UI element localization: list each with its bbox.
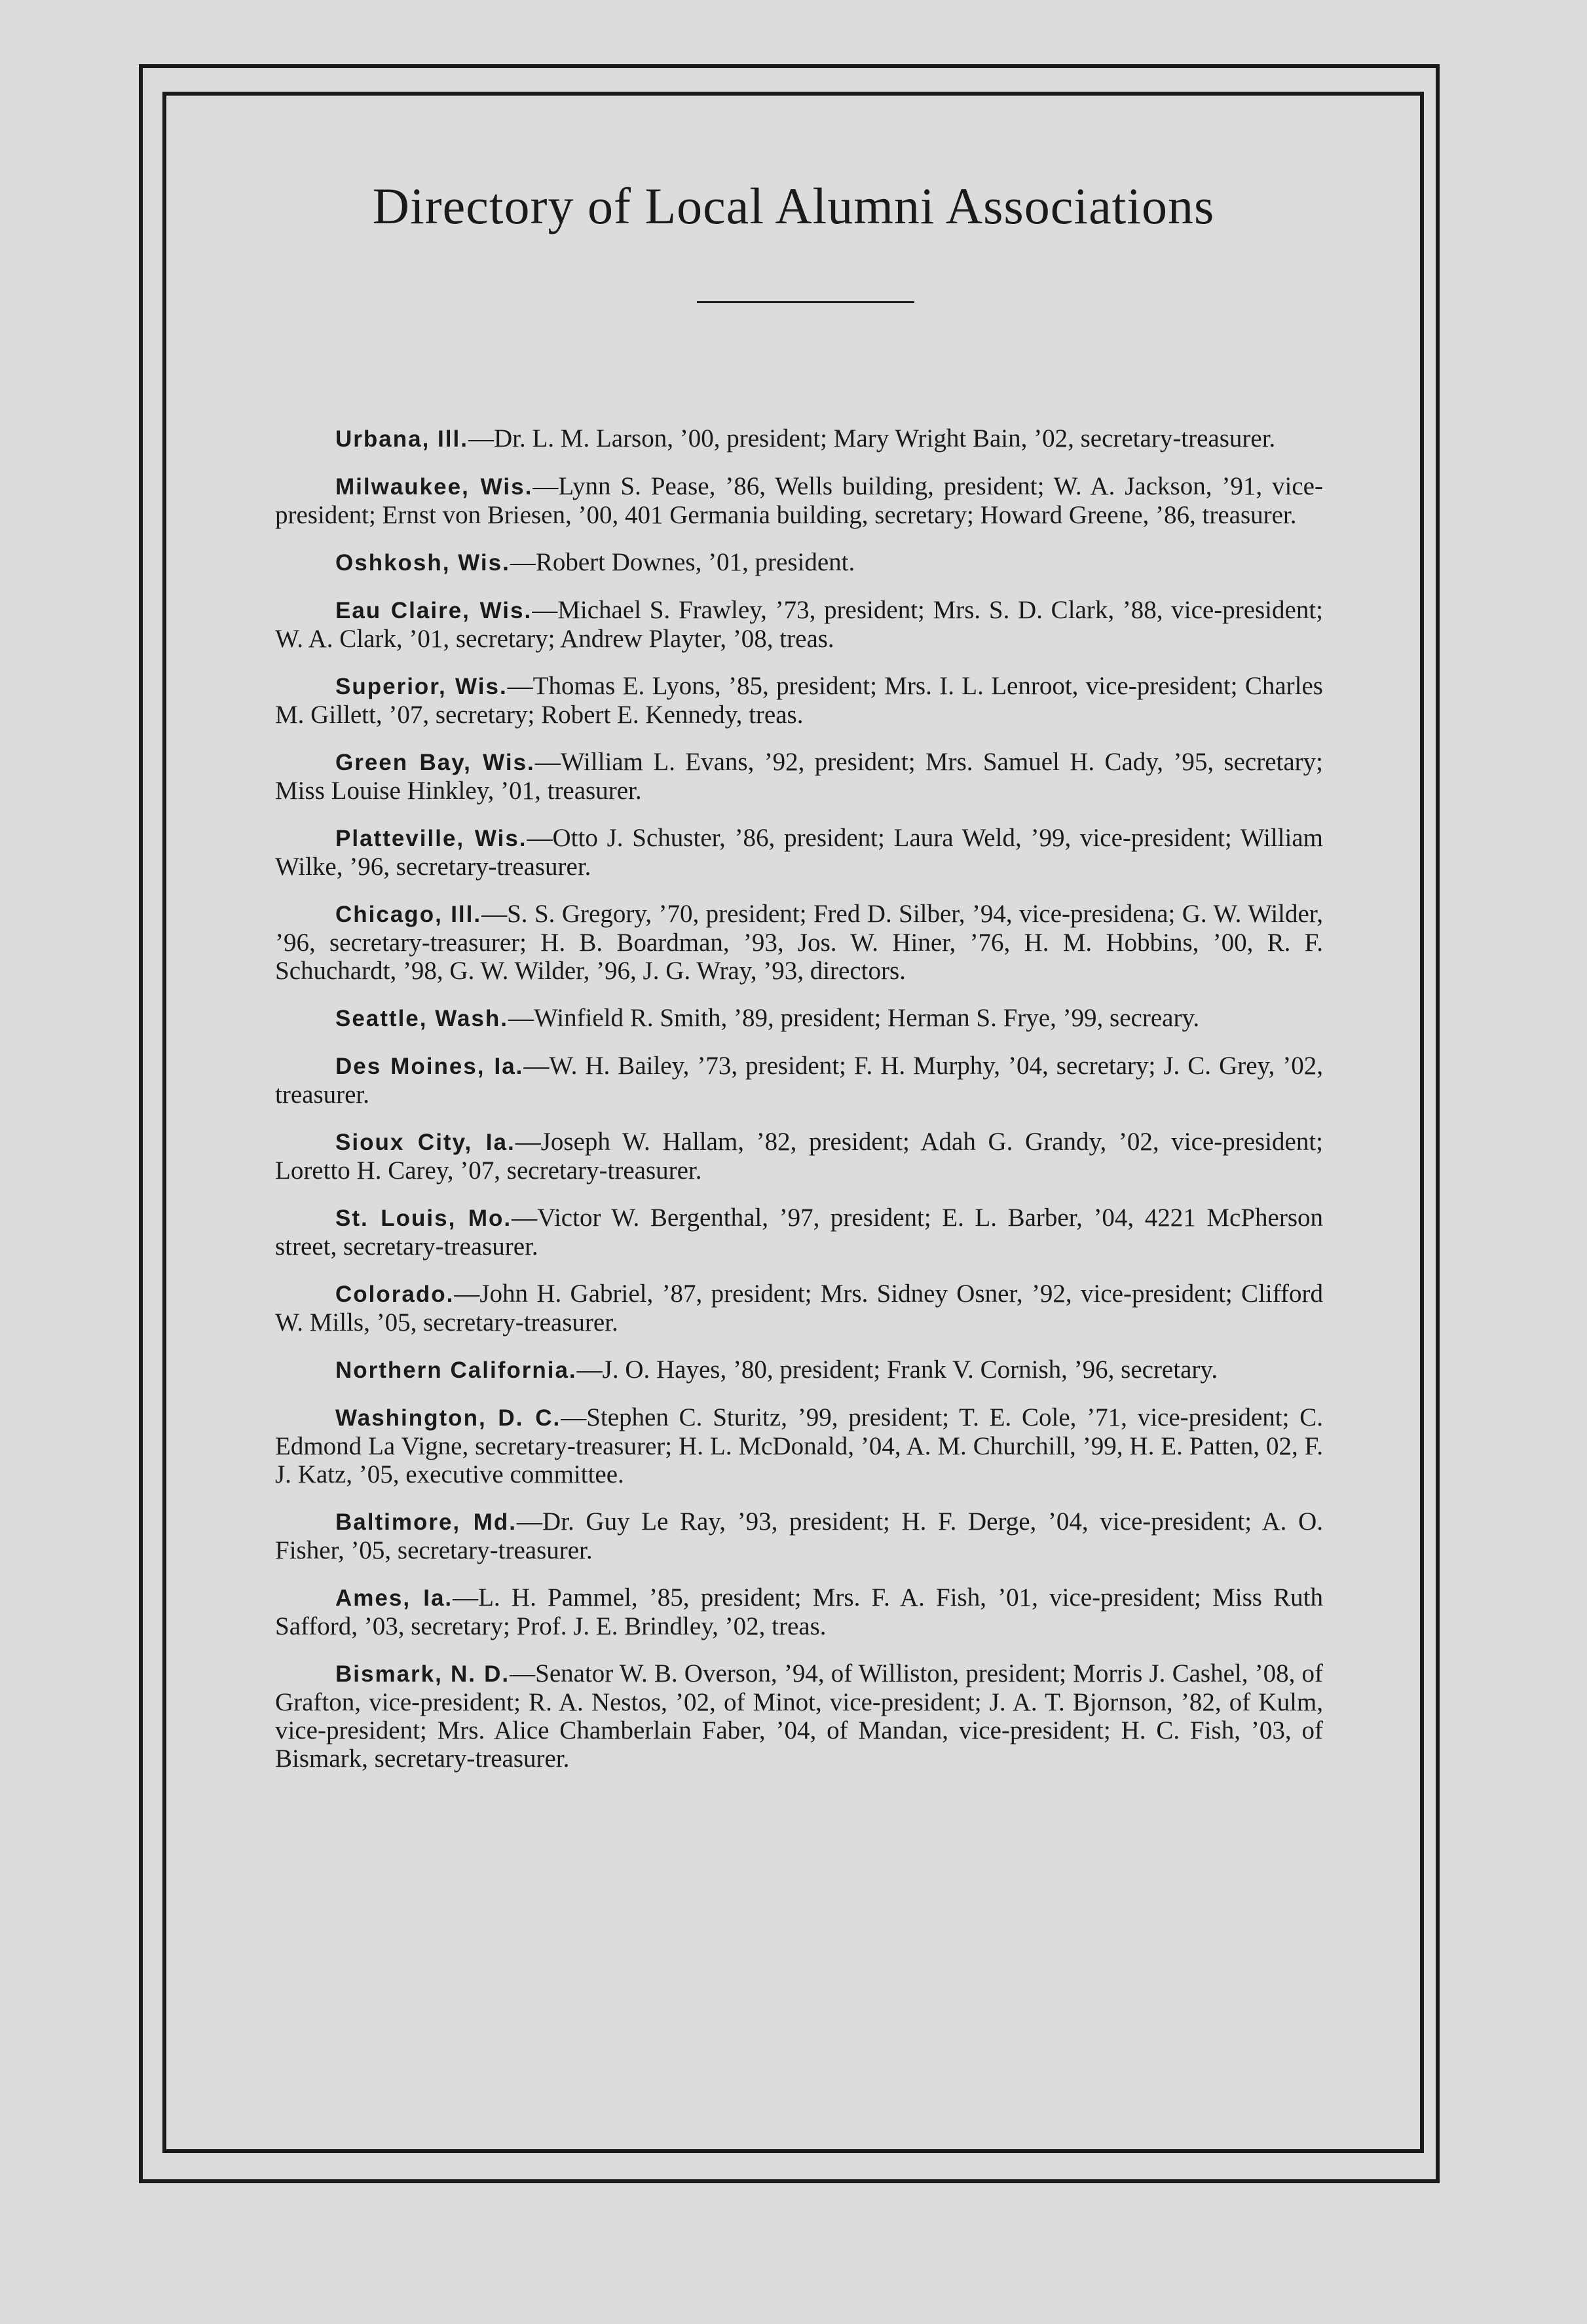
entry-details: —W. H. Bailey, ’73, president; F. H. Murphy, ’04, secretary; J. C. Grey, ’02, treasurer.: [275, 1052, 1323, 1109]
entry-details: —Dr. L. M. Larson, ’00, president; Mary Wright Bain, ’02, secretary-treasurer.: [468, 424, 1276, 452]
entry-place: Ames, Ia.: [335, 1585, 453, 1611]
directory-entry: [275, 1659, 1323, 1773]
directory-entry: [275, 900, 1323, 985]
entry-place: Superior, Wis.: [335, 674, 508, 699]
directory-entry: [275, 548, 1323, 577]
directory-entry: [275, 748, 1323, 805]
entry-place: Chicago, Ill.: [335, 902, 482, 927]
entry-place: St. Louis, Mo.: [335, 1206, 512, 1231]
title-divider: [697, 301, 914, 303]
directory-entry: [275, 1052, 1323, 1109]
entry-place: Des Moines, Ia.: [335, 1054, 524, 1079]
entry-details: —William L. Evans, ’92, president; Mrs. Samuel H. Cady, ’95, secretary; Miss Louise Hinkley, ’01, treasurer.: [275, 748, 1323, 805]
entry-details: —L. H. Pammel, ’85, president; Mrs. F. A. Fish, ’01, vice-president; Miss Ruth Safford, ’03, secretary; Prof. J. E. Brindley, ’02, treas.: [275, 1583, 1323, 1640]
directory-entry: [275, 1004, 1323, 1033]
directory-entry: [275, 824, 1323, 881]
directory-entry: [275, 1507, 1323, 1564]
directory-entry: [275, 1128, 1323, 1185]
entry-place: Oshkosh, Wis.: [335, 550, 510, 576]
directory-entry: [275, 1583, 1323, 1640]
entry-place: Sioux City, Ia.: [335, 1130, 515, 1155]
entry-place: Platteville, Wis.: [335, 826, 527, 851]
entry-details: —Robert Downes, ’01, president.: [510, 548, 855, 576]
entry-details: —Joseph W. Hallam, ’82, president; Adah G. Grandy, ’02, vice-president; Loretto H. Carey, ’07, secretary-treasurer.: [275, 1128, 1323, 1185]
directory-entry: [275, 672, 1323, 729]
directory-entry: [275, 1403, 1323, 1488]
entry-details: —Dr. Guy Le Ray, ’93, president; H. F. Derge, ’04, vice-president; A. O. Fisher, ’05, secretary-treasurer.: [275, 1507, 1323, 1564]
entry-place: Bismark, N. D.: [335, 1661, 510, 1687]
entry-details: —Winfield R. Smith, ’89, president; Herman S. Frye, ’99, secreary.: [508, 1004, 1200, 1032]
directory-entry: [275, 1204, 1323, 1261]
entry-place: Green Bay, Wis.: [335, 750, 535, 775]
entry-details: —Thomas E. Lyons, ’85, president; Mrs. I. L. Lenroot, vice-president; Charles M. Gillett, ’07, secretary; Robert E. Kennedy, treas.: [275, 672, 1323, 729]
entry-place: Eau Claire, Wis.: [335, 598, 532, 623]
entry-details: —J. O. Hayes, ’80, president; Frank V. Cornish, ’96, secretary.: [576, 1356, 1218, 1384]
entry-details: —Victor W. Bergenthal, ’97, president; E. L. Barber, ’04, 4221 McPherson street, secretary-treasurer.: [275, 1204, 1323, 1261]
directory-entry: [275, 472, 1323, 529]
entry-place: Urbana, Ill.: [335, 426, 468, 452]
entry-details: —Otto J. Schuster, ’86, president; Laura Weld, ’99, vice-president; William Wilke, ’96, secretary-treasurer.: [275, 824, 1323, 881]
entry-place: Seattle, Wash.: [335, 1006, 508, 1031]
entry-place: Milwaukee, Wis.: [335, 474, 533, 500]
entry-details: —S. S. Gregory, ’70, president; Fred D. Silber, ’94, vice-presidena; G. W. Wilder, ’96, secretary-treasurer; H. B. Boardman, ’93, Jos. W. Hiner, ’76, H. M. Hobbins, ’00, R. F. Schuchardt, ’98, G. W. Wilder, ’96, J. G. Wray, ’93, directors.: [275, 900, 1323, 985]
entry-details: —Lynn S. Pease, ’86, Wells building, president; W. A. Jackson, ’91, vice-president; Ernst von Briesen, ’00, 401 Germania building, secretary; Howard Greene, ’86, treasurer.: [275, 472, 1323, 529]
entry-place: Colorado.: [335, 1282, 455, 1307]
directory-entry: [275, 1280, 1323, 1337]
directory-entry: [275, 424, 1323, 453]
entry-details: —Stephen C. Sturitz, ’99, president; T. E. Cole, ’71, vice-president; C. Edmond La Vigne, secretary-treasurer; H. L. McDonald, ’04, A. M. Churchill, ’99, H. E. Patten, 02, F. J. Katz, ’05, executive committee.: [275, 1403, 1323, 1488]
entry-details: —John H. Gabriel, ’87, president; Mrs. Sidney Osner, ’92, vice-president; Clifford W. Mills, ’05, secretary-treasurer.: [275, 1280, 1323, 1337]
entry-details: —Senator W. B. Overson, ’94, of Williston, president; Morris J. Cashel, ’08, of Grafton, vice-president; R. A. Nestos, ’02, of Minot, vice-president; J. A. T. Bjornson, ’82, of Kulm, vice-president; Mrs. Alice Chamberlain Faber, ’04, of Mandan, vice-president; H. C. Fish, ’03, of Bismark, secretary-treasurer.: [275, 1659, 1324, 1773]
entry-details: —Michael S. Frawley, ’73, president; Mrs. S. D. Clark, ’88, vice-president; W. A. Clark, ’01, secretary; Andrew Playter, ’08, treas.: [275, 596, 1323, 653]
directory-entry: [275, 596, 1323, 653]
entry-place: Northern California.: [335, 1357, 577, 1383]
directory-list: [275, 424, 1323, 1792]
entry-place: Baltimore, Md.: [335, 1509, 517, 1535]
entry-place: Washington, D. C.: [335, 1405, 561, 1431]
page-title: Directory of Local Alumni Associations: [372, 177, 1215, 234]
directory-entry: [275, 1356, 1323, 1384]
